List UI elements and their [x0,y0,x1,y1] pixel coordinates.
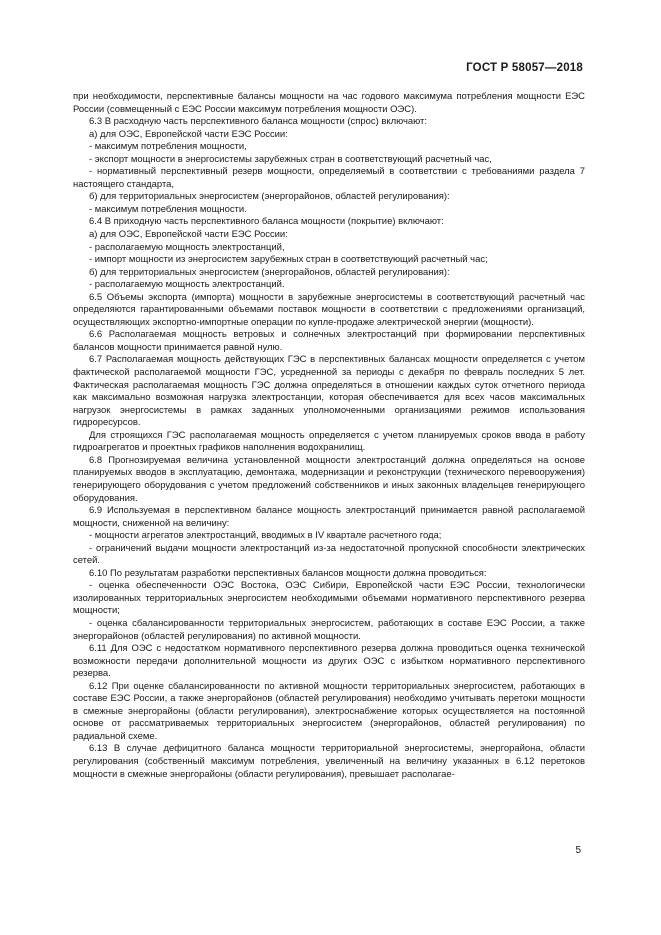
paragraph: - мощности агрегатов электростанций, вводимых в IV квартале расчетного года; [89,530,442,542]
paragraph: - располагаемую мощность электростанций, [89,241,285,253]
paragraph: 6.12 При оценке сбалансированности по активной мощности территориальных энергосистем, работающих в составе ЕЭС России, а также энергорайонов (областей регулирования) необходимо учитывать перетоки мощности в смежные энергорайоны (области регулирования), электроснабжение которых осуществляется на постоянной основе от рассматриваемых территориальных энергосистем (энергорайонов, областей регулирования) по радиальной схеме. [73,680,585,742]
paragraph: б) для территориальных энергосистем (энергорайонов, областей регулирования): [89,266,450,278]
paragraph: 6.5 Объемы экспорта (импорта) мощности в зарубежные энергосистемы в соответствующий расчетный час определяются гарантированными объемами поставок мощности в соответствии с предложениями организаций, осуществляющих экспортно-импортные операции по купле-продаже электрической энергии (мощности). [73,291,585,328]
document-body [73,91,585,781]
paragraph: 6.7 Располагаемая мощность действующих ГЭС в перспективных балансах мощности определяется с учетом фактической располагаемой мощности ГЭС, усредненной за периоды с декабря по февраль последних 5 лет. Фактическая располагаемая мощность ГЭС должна определяться в отношении каждых суток отчетного периода как максимально возможная нагрузка электростанции, которая обеспечивается для всех часов максимальных нагрузок энергосистемы в рамках заданных уполномоченными организациями режимов использования гидроресурсов. [73,354,585,429]
paragraph: 6.13 В случае дефицитного баланса мощности территориальной энергосистемы, энергорайона, области регулирования (собственный максимум потребления, увеличенный на величину указанных в 6.12 перетоков мощности в смежные энергорайоны (области регулирования), превышает располагае- [73,743,585,780]
paragraph: Для строящихся ГЭС располагаемая мощность определяется с учетом планируемых сроков ввода в работу гидроагрегатов и проектных графиков наполнения водохранилищ. [73,429,585,454]
paragraph: а) для ОЭС, Европейской части ЕЭС России: [89,128,288,140]
paragraph: б) для территориальных энергосистем (энергорайонов, областей регулирования): [89,191,450,203]
paragraph: 6.8 Прогнозируемая величина установленной мощности электростанций должна определяться на основе планируемых вводов в эксплуатацию, демонтажа, модернизации и реконструкции (технического перевооружения) генерирующего оборудования с учетом предложений собственников и иных законных владельцев генерирующего оборудования. [73,454,585,504]
paragraph: 6.11 Для ОЭС с недостатком нормативного перспективного резерва должна проводиться оценка технической возможности передачи дополнительной мощности из других ОЭС с избытком нормативного перспективного резерва. [73,643,585,680]
paragraph: - максимум потребления мощности, [89,141,247,153]
paragraph: - оценка сбалансированности территориальных энергосистем, работающих в составе ЕЭС России, а также энергорайонов (областей регулирования) по активной мощности. [73,617,585,642]
paragraph: - оценка обеспеченности ОЭС Востока, ОЭС Сибири, Европейской части ЕЭС России, технологически изолированных территориальных энергосистем необходимыми объемами нормативного перспективного резерва мощности; [73,580,585,617]
paragraph: 6.4 В приходную часть перспективного баланса мощности (покрытие) включают: [89,216,444,228]
paragraph: - нормативный перспективный резерв мощности, определяемый в соответствии с требованиями раздела 7 настоящего стандарта, [73,166,585,190]
paragraph: - располагаемую мощность электростанций. [89,279,285,291]
paragraph: - импорт мощности из энергосистем зарубежных стран в соответствующий расчетный час; [89,254,488,266]
paragraph: 6.3 В расходную часть перспективного баланса мощности (спрос) включают: [89,116,427,128]
page-number: 5 [575,845,581,856]
document-header: ГОСТ Р 58057—2018 [466,62,583,74]
paragraph: - максимум потребления мощности. [89,203,247,215]
paragraph: 6.9 Используемая в перспективном балансе мощность электростанций принимается равной располагаемой мощности, сниженной на величину: [73,505,585,529]
paragraph: - ограничений выдачи мощности электростанций из-за недостаточной пропускной способности электрических сетей. [73,542,585,567]
paragraph: 6.10 По результатам разработки перспективных балансов мощности должна проводиться: [89,567,487,579]
paragraph: - экспорт мощности в энергосистемы зарубежных стран в соответствующий расчетный час, [89,153,492,165]
paragraph: при необходимости, перспективные балансы мощности на час годового максимума потребления мощности ЕЭС России (совмещенный с ЕЭС России максимум потребления мощности ОЭС). [73,91,585,115]
paragraph: 6.6 Располагаемая мощность ветровых и солнечных электростанций при формировании перспективных балансов мощности принимается равной нулю. [73,329,585,353]
paragraph: а) для ОЭС, Европейской части ЕЭС России: [89,229,288,241]
